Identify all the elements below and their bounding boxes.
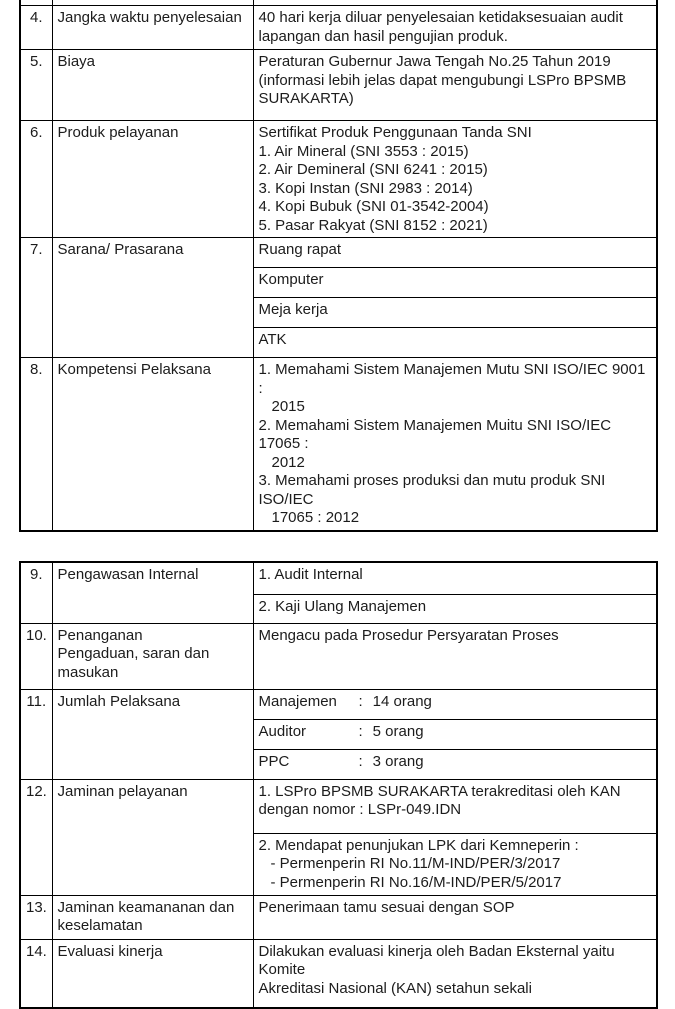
list-item-continuation: 2015 <box>271 398 305 415</box>
content-line: (informasi lebih jelas dapat mengubungi LSPro BPSMB <box>258 71 627 89</box>
staff-row <box>253 689 657 719</box>
table-row-6 <box>20 121 657 238</box>
facility-item: Meja kerja <box>253 298 657 328</box>
list-item: 3. Kopi Instan (SNI 2983 : 2014) <box>258 179 473 197</box>
regulation-item: - Permenperin RI No.11/M-IND/PER/3/2017 <box>270 855 561 872</box>
content-line: lapangan dan hasil pengujian produk. <box>258 27 508 45</box>
row-number: 9. <box>20 562 52 624</box>
staff-separator: : <box>358 692 363 710</box>
row-number: 4. <box>20 6 52 50</box>
table-row-12 <box>20 779 657 833</box>
facility-item: Ruang rapat <box>253 238 657 268</box>
row-number: 13. <box>20 895 52 939</box>
staff-row <box>253 749 657 779</box>
table-row-14 <box>20 939 657 1008</box>
row-content: Mengacu pada Prosedur Persyaratan Proses <box>253 623 657 689</box>
service-table-lower <box>19 561 658 1009</box>
content-line: 1. LSPro BPSMB SURAKARTA terakreditasi oleh KAN <box>258 782 621 800</box>
table-row-13 <box>20 895 657 939</box>
row-label: Jaminan pelayanan <box>52 779 253 895</box>
list-item: 5. Pasar Rakyat (SNI 8152 : 2021) <box>258 216 488 234</box>
content-line: Peraturan Gubernur Jawa Tengah No.25 Tahun 2019 <box>258 53 611 70</box>
staff-count: 3 orang <box>372 752 424 770</box>
row-number: 6. <box>20 121 52 238</box>
row-content <box>253 779 657 833</box>
content-line: Akreditasi Nasional (KAN) setahun sekali <box>258 979 532 997</box>
row-number: 11. <box>20 689 52 779</box>
row-label: Produk pelayanan <box>52 121 253 238</box>
staff-separator: : <box>358 752 363 770</box>
label-line: masukan <box>57 663 119 681</box>
staff-role: Auditor <box>258 722 307 740</box>
row-content <box>253 121 657 238</box>
row-number: 14. <box>20 939 52 1008</box>
staff-row <box>253 719 657 749</box>
row-label <box>52 895 253 939</box>
list-item: 1. Audit Internal <box>253 562 657 595</box>
staff-count: 5 orang <box>372 722 424 740</box>
row-content <box>253 50 657 121</box>
table-row-10 <box>20 623 657 689</box>
row-content <box>253 833 657 895</box>
list-item: 2. Kaji Ulang Manajemen <box>253 594 657 623</box>
row-number: 10. <box>20 623 52 689</box>
facility-item: Komputer <box>253 268 657 298</box>
row-label: Pengawasan Internal <box>52 562 253 624</box>
list-item: 1. Air Mineral (SNI 3553 : 2015) <box>258 142 469 160</box>
label-line: Pengaduan, saran dan <box>57 645 210 662</box>
row-label: Sarana/ Prasarana <box>52 238 253 358</box>
row-label: Kompetensi Pelaksana <box>52 358 253 531</box>
row-content <box>253 358 657 531</box>
list-item: 2. Air Demineral (SNI 6241 : 2015) <box>258 161 488 178</box>
label-line: keselamatan <box>57 917 143 934</box>
staff-role: Manajemen <box>258 692 337 710</box>
row-number: 7. <box>20 238 52 358</box>
regulation-item: - Permenperin RI No.16/M-IND/PER/5/2017 <box>270 873 562 891</box>
service-table-upper <box>19 0 658 532</box>
facility-item: ATK <box>253 328 657 358</box>
table-row-5 <box>20 50 657 121</box>
content-line: 2. Mendapat penunjukan LPK dari Kemneperin : <box>258 836 579 854</box>
row-content <box>253 6 657 50</box>
list-item-continuation: 17065 : 2012 <box>271 509 360 526</box>
row-label <box>52 623 253 689</box>
content-line: dengan nomor : LSPr-049.IDN <box>258 801 462 818</box>
table-row-7 <box>20 238 657 268</box>
staff-role: PPC <box>258 752 290 770</box>
table-row-11 <box>20 689 657 719</box>
content-line: 40 hari kerja diluar penyelesaian ketidaksesuaian audit <box>258 9 623 26</box>
row-number: 8. <box>20 358 52 531</box>
row-label: Jangka waktu penyelesaian <box>52 6 253 50</box>
list-item: 3. Memahami proses produksi dan mutu produk SNI ISO/IEC <box>258 472 606 508</box>
content-line: Dilakukan evaluasi kinerja oleh Badan Eksternal yaitu Komite <box>258 942 615 978</box>
content-line: Sertifikat Produk Penggunaan Tanda SNI <box>258 124 532 141</box>
content-line: SURAKARTA) <box>258 90 354 107</box>
row-label: Jumlah Pelaksana <box>52 689 253 779</box>
list-item: 4. Kopi Bubuk (SNI 01-3542-2004) <box>258 198 489 215</box>
row-label: Evaluasi kinerja <box>52 939 253 1008</box>
staff-count: 14 orang <box>372 692 432 710</box>
label-line: Penanganan <box>57 626 143 644</box>
row-label: Biaya <box>52 50 253 121</box>
list-item: 1. Memahami Sistem Manajemen Mutu SNI ISO/IEC 9001 : <box>258 361 646 397</box>
row-number: 5. <box>20 50 52 121</box>
row-number: 12. <box>20 779 52 895</box>
row-content: Penerimaan tamu sesuai dengan SOP <box>253 895 657 939</box>
table-row-8 <box>20 358 657 531</box>
table-row-4 <box>20 6 657 50</box>
staff-separator: : <box>358 722 363 740</box>
label-line: Jaminan keamananan dan <box>57 898 235 916</box>
row-content <box>253 939 657 1008</box>
list-item-continuation: 2012 <box>271 453 305 471</box>
list-item: 2. Memahami Sistem Manajemen Muitu SNI ISO/IEC 17065 : <box>258 416 612 452</box>
table-row-9 <box>20 562 657 595</box>
